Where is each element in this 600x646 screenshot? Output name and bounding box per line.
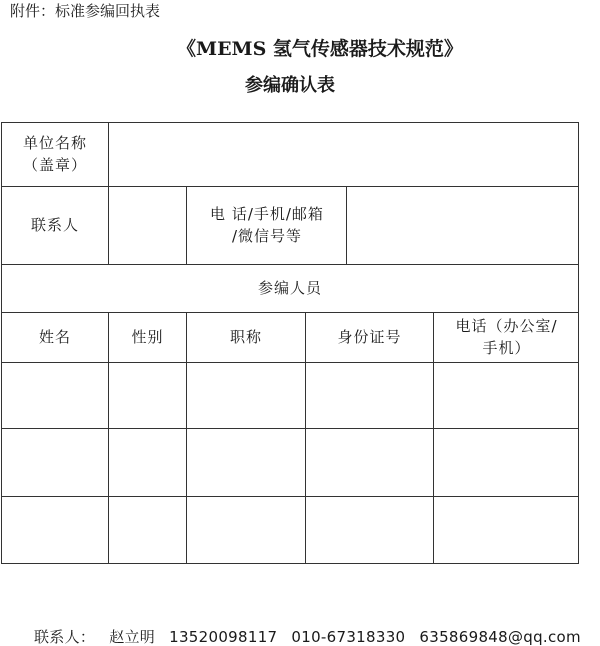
column-header-name: 姓名	[38, 328, 71, 346]
participant-gender-field[interactable]	[109, 496, 186, 563]
unit-name-label: 单位名称 （盖章）	[22, 134, 87, 174]
footer-contact-name: 赵立明	[109, 628, 156, 646]
participant-phone-field[interactable]	[434, 496, 579, 563]
column-header-title: 职称	[229, 328, 262, 346]
column-header-id-number: 身份证号	[337, 328, 402, 346]
participant-title-field[interactable]	[187, 496, 305, 563]
column-header-gender: 性别	[131, 328, 164, 346]
participants-heading: 参编人员	[257, 279, 322, 297]
participant-name-field[interactable]	[1, 362, 109, 428]
participant-title-field[interactable]	[187, 362, 305, 428]
participant-name-field[interactable]	[1, 428, 109, 496]
document-subtitle: 参编确认表	[245, 75, 335, 96]
footer-contact-label: 联系人：	[34, 628, 96, 646]
footer-phone: 010-67318330	[291, 628, 406, 646]
footer-contact	[34, 628, 595, 646]
contact-person-field[interactable]	[109, 186, 186, 264]
footer-email[interactable]: 635869848@qq.com	[419, 628, 581, 646]
participant-gender-field[interactable]	[109, 428, 186, 496]
attachment-label: 附件：标准参编回执表	[10, 2, 161, 20]
participant-title-field[interactable]	[187, 428, 305, 496]
column-header-phone: 电话（办公室/ 手机）	[455, 317, 558, 357]
contact-info-field[interactable]	[347, 186, 579, 264]
participant-id-field[interactable]	[306, 428, 433, 496]
table-border-bottom	[1, 563, 579, 564]
footer-mobile: 13520098117	[169, 628, 278, 646]
contact-person-label: 联系人	[30, 216, 79, 234]
contact-info-label: 电 话/手机/邮箱 /微信号等	[210, 205, 324, 245]
participant-id-field[interactable]	[306, 496, 433, 563]
document-title: 《MEMS 氢气传感器技术规范》	[177, 38, 463, 60]
confirmation-form-table	[1, 122, 579, 564]
participant-gender-field[interactable]	[109, 362, 186, 428]
participant-phone-field[interactable]	[434, 362, 579, 428]
participant-name-field[interactable]	[1, 496, 109, 563]
participant-id-field[interactable]	[306, 362, 433, 428]
participant-phone-field[interactable]	[434, 428, 579, 496]
unit-name-field[interactable]	[109, 122, 579, 186]
